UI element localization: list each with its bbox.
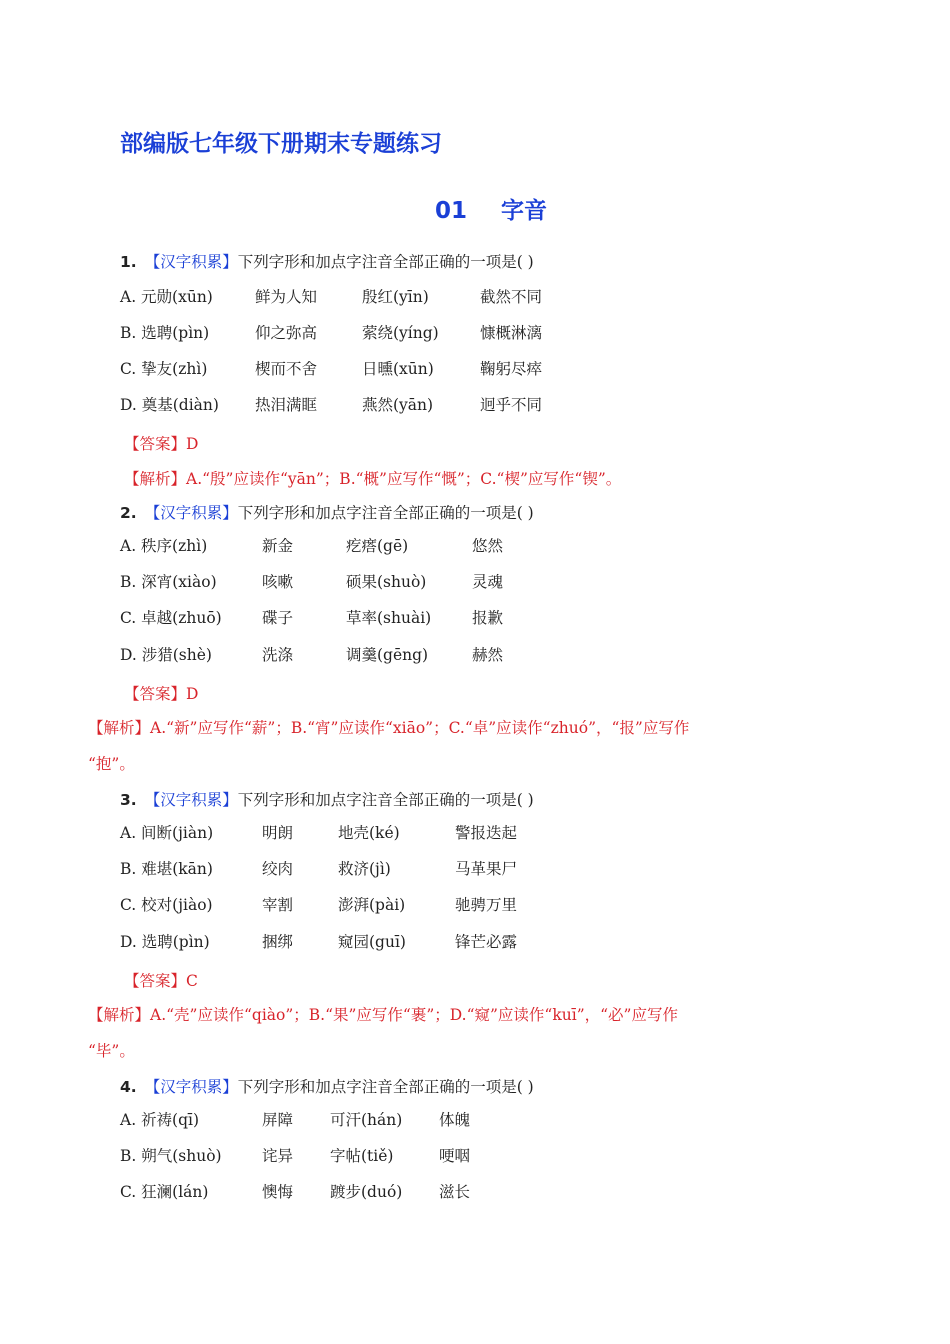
option-cell: B. 选聘(pìn) xyxy=(120,324,210,342)
option-cell: 锋芒必露 xyxy=(455,933,518,951)
question-stem: 下列字形和加点字注音全部正确的一项是( ) xyxy=(237,791,534,809)
section-number: 01 xyxy=(435,198,468,224)
question-3 xyxy=(120,788,534,810)
option-cell: C. 挚友(zhì) xyxy=(120,360,208,378)
option-cell: 绞肉 xyxy=(262,860,294,878)
option-cell: 日曛(xūn) xyxy=(362,360,434,378)
explanation-2: 【解析】A.“新”应写作“薪”；B.“宵”应读作“xiāo”；C.“卓”应读作“zhuó”，“报”应写作 xyxy=(88,719,690,737)
option-cell: A. 秩序(zhì) xyxy=(120,537,208,555)
option-cell: C. 卓越(zhuō) xyxy=(120,609,222,627)
answer-2: 【答案】D xyxy=(124,685,199,703)
question-tag: 【汉字积累】 xyxy=(144,1078,238,1096)
option-cell: 诧异 xyxy=(262,1147,294,1165)
option-cell: 洗涤 xyxy=(262,646,294,664)
option-cell: C. 校对(jiào) xyxy=(120,896,213,914)
option-cell: 灵魂 xyxy=(472,573,504,591)
option-cell: B. 深宵(xiào) xyxy=(120,573,217,591)
answer-1: 【答案】D xyxy=(124,435,199,453)
option-cell: 硕果(shuò) xyxy=(346,573,427,591)
explanation-3-cont: “毕”。 xyxy=(88,1042,135,1060)
option-cell: 萦绕(yíng) xyxy=(362,324,439,342)
option-cell: 咳嗽 xyxy=(262,573,294,591)
explanation-2-cont: “抱”。 xyxy=(88,755,135,773)
option-cell: A. 间断(jiàn) xyxy=(120,824,214,842)
option-cell: 新金 xyxy=(262,537,294,555)
explanation-1: 【解析】A.“殷”应读作“yān”；B.“概”应写作“慨”；C.“楔”应写作“锲”。 xyxy=(124,470,622,488)
question-tag: 【汉字积累】 xyxy=(144,253,238,271)
question-1 xyxy=(120,250,534,272)
option-cell: 驰骋万里 xyxy=(455,896,518,914)
option-cell: 屏障 xyxy=(262,1111,294,1129)
option-cell: 赫然 xyxy=(472,646,504,664)
explanation-3: 【解析】A.“壳”应读作“qiào”；B.“果”应写作“裹”；D.“窥”应读作“kuī”，“必”应写作 xyxy=(88,1006,678,1024)
option-cell: D. 奠基(diàn) xyxy=(120,396,219,414)
option-cell: 滋长 xyxy=(439,1183,471,1201)
question-number: 1. xyxy=(120,253,137,271)
option-cell: A. 元勋(xūn) xyxy=(120,288,213,306)
option-cell: 调羹(gēng) xyxy=(346,646,429,664)
option-cell: 鲜为人知 xyxy=(255,288,318,306)
option-cell: 哽咽 xyxy=(439,1147,471,1165)
option-cell: 疙瘩(gē) xyxy=(346,537,409,555)
option-cell: 懊悔 xyxy=(262,1183,294,1201)
option-cell: 悠然 xyxy=(472,537,504,555)
option-cell: 草率(shuài) xyxy=(346,609,432,627)
option-cell: 踱步(duó) xyxy=(330,1183,403,1201)
answer-3: 【答案】C xyxy=(124,972,198,990)
option-cell: 楔而不舍 xyxy=(255,360,318,378)
option-cell: 字帖(tiě) xyxy=(330,1147,394,1165)
option-cell: 体魄 xyxy=(439,1111,471,1129)
option-cell: B. 朔气(shuò) xyxy=(120,1147,222,1165)
option-cell: 燕然(yān) xyxy=(362,396,434,414)
option-cell: 救济(jì) xyxy=(338,860,391,878)
option-cell: 截然不同 xyxy=(480,288,543,306)
option-cell: B. 难堪(kān) xyxy=(120,860,213,878)
option-cell: 窥园(guī) xyxy=(338,933,406,951)
option-cell: 宰割 xyxy=(262,896,294,914)
option-cell: 澎湃(pài) xyxy=(338,896,406,914)
option-cell: 碟子 xyxy=(262,609,294,627)
question-stem: 下列字形和加点字注音全部正确的一项是( ) xyxy=(237,504,534,522)
question-stem: 下列字形和加点字注音全部正确的一项是( ) xyxy=(237,253,534,271)
option-cell: 殷红(yīn) xyxy=(362,288,429,306)
option-cell: D. 涉猎(shè) xyxy=(120,646,212,664)
option-cell: 热泪满眶 xyxy=(255,396,318,414)
document-title: 部编版七年级下册期末专题练习 xyxy=(120,131,442,157)
question-number: 3. xyxy=(120,791,137,809)
option-cell: 警报迭起 xyxy=(455,824,518,842)
question-number: 2. xyxy=(120,504,137,522)
question-4 xyxy=(120,1075,534,1097)
option-cell: D. 选聘(pìn) xyxy=(120,933,210,951)
question-tag: 【汉字积累】 xyxy=(144,504,238,522)
option-cell: 鞠躬尽瘁 xyxy=(480,360,543,378)
option-cell: 可汗(hán) xyxy=(330,1111,403,1129)
section-title: 字音 xyxy=(501,198,548,224)
question-2 xyxy=(120,501,534,523)
option-cell: 明朗 xyxy=(262,824,294,842)
question-tag: 【汉字积累】 xyxy=(144,791,238,809)
option-cell: C. 狂澜(lán) xyxy=(120,1183,209,1201)
option-cell: 报歉 xyxy=(472,609,504,627)
option-cell: 马革果尸 xyxy=(455,860,518,878)
option-cell: A. 祈祷(qī) xyxy=(120,1111,200,1129)
option-cell: 仰之弥高 xyxy=(255,324,318,342)
question-number: 4. xyxy=(120,1078,137,1096)
option-cell: 慷概淋漓 xyxy=(480,324,543,342)
option-cell: 地壳(ké) xyxy=(338,824,400,842)
option-cell: 迥乎不同 xyxy=(480,396,543,414)
question-stem: 下列字形和加点字注音全部正确的一项是( ) xyxy=(237,1078,534,1096)
section-heading xyxy=(435,192,547,225)
option-cell: 捆绑 xyxy=(262,933,294,951)
